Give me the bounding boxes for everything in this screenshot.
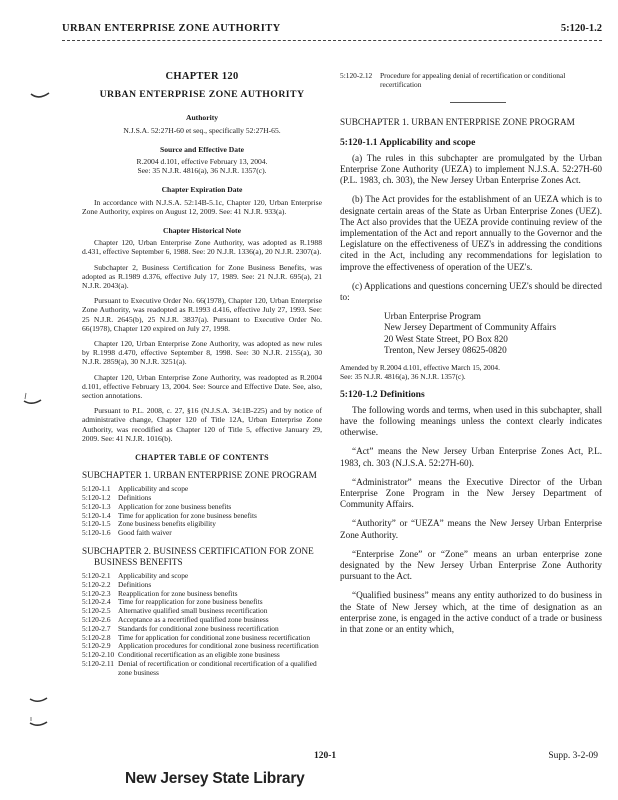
- paragraph-b: (b) The Act provides for the establishment of an UEZA which is to designate certain areas of the State as Urban Enterprise Zones (UEZ). The Act also provides that the UEZA provide continuing review of the implementation of the Act and report annually to the Governor and the Legislature on the effectiveness of UEZ's in addressing the conditions cited in the Act, including any recommendations for legislation to improve the effectiveness of operation of the UEZ's.: [340, 194, 602, 272]
- toc-item: 5:120-2.10 Conditional recertification as an eligible zone business: [82, 650, 280, 660]
- header-code: 5:120-1.2: [560, 23, 602, 34]
- toc-item: 5:120-2.5 Alternative qualified small business recertification: [82, 606, 268, 616]
- address-line: Urban Enterprise Program: [384, 311, 481, 322]
- section-divider: [450, 102, 506, 103]
- toc-heading: CHAPTER TABLE OF CONTENTS: [135, 453, 269, 463]
- page-number: 120-1: [314, 751, 337, 761]
- toc-item: 5:120-2.4 Time for reapplication for zone business benefits: [82, 597, 263, 607]
- supplement-date: Supp. 3-2-09: [548, 751, 598, 761]
- address-line: 20 West State Street, PO Box 820: [384, 333, 508, 344]
- toc-item: 5:120-1.6 Good faith waiver: [82, 528, 172, 538]
- authority-heading: Authority: [185, 113, 219, 123]
- toc-item: 5:120-1.5 Zone business benefits eligibility: [82, 519, 216, 529]
- subchapter-heading: SUBCHAPTER 1. URBAN ENTERPRISE ZONE PROGRAM: [340, 116, 575, 127]
- history-note: Pursuant to P.L. 2008, c. 27, §16 (N.J.S.A. 34:1B-225) and by notice of administrative change, Chapter 120 of Title 12A, Urban Enterprise Zone Authority, was recodified as Chapter 120 of Title 5, effective January 29, 2009. See: 41 N.J.R. 1016(b).: [82, 406, 322, 443]
- left-column: [82, 72, 322, 684]
- section-heading-1-2: 5:120-1.2 Definitions: [340, 388, 425, 400]
- definition: “Enterprise Zone” or “Zone” means an urban enterprise zone designated by the New Jersey Urban Enterprise Zone Authority pursuant to the Act.: [340, 548, 602, 582]
- source-heading: Source and Effective Date: [159, 144, 244, 154]
- definition: “Authority” or “UEZA” means the New Jersey Urban Enterprise Zone Authority.: [340, 518, 602, 540]
- source-line-2: See: 35 N.J.R. 4816(a), 36 N.J.R. 1357(c).: [137, 166, 267, 176]
- toc-continued: [340, 72, 602, 90]
- history-note: Pursuant to Executive Order No. 66(1978), Chapter 120, Urban Enterprise Zone Authority, was readopted as R.1993 d.416, effective July 27, 1993. See: 25 N.J.R. 2645(b), 25 N.J.R. 3837(a). Pursuant to Executive Order No. 66(1978), Chapter 120 expired on July 27, 1998.: [82, 296, 322, 333]
- library-stamp: New Jersey State Library: [125, 770, 305, 787]
- section-heading-1-1: 5:120-1.1 Applicability and scope: [340, 136, 476, 148]
- margin-mark-icon: [30, 92, 50, 100]
- chapter-number: CHAPTER 120: [165, 71, 239, 82]
- definition: “Administrator” means the Executive Director of the Urban Enterprise Zone Program in the New Jersey Department of Community Affairs.: [340, 476, 602, 510]
- history-note: Subchapter 2, Business Certification for Zone Business Benefits, was adopted as R.1989 d.376, effective July 17, 1989. See: 21 N.J.R. 695(a), 21 N.J.R. 2043(a).: [82, 262, 322, 291]
- toc-item: 5:120-2.7 Standards for conditional zone business recertification: [82, 623, 279, 633]
- history-note: Chapter 120, Urban Enterprise Zone Authority, was adopted as R.1988 d.431, effective September 6, 1988. See: 20 N.J.R. 1336(a), 20 N.J.R. 2307(a).: [82, 238, 322, 257]
- margin-mark-icon: [22, 392, 42, 406]
- expiration-heading: Chapter Expiration Date: [161, 185, 243, 195]
- header-title: URBAN ENTERPRISE ZONE AUTHORITY: [62, 23, 281, 34]
- toc-subchapter-1: SUBCHAPTER 1. URBAN ENTERPRISE ZONE PROGRAM: [82, 470, 317, 481]
- toc-item: 5:120-2.1 Applicability and scope: [82, 571, 189, 581]
- toc-item: 5:120-1.2 Definitions: [82, 493, 152, 503]
- source-line-1: R.2004 d.101, effective February 13, 2004.: [136, 157, 268, 167]
- toc-item: 5:120-2.6 Acceptance as a recertified qualified zone business: [82, 615, 269, 625]
- toc-item: 5:120-1.3 Application for zone business benefits: [82, 501, 232, 511]
- paragraph-c: (c) Applications and questions concerning UEZ's should be directed to:: [340, 280, 602, 303]
- toc-list: [82, 572, 322, 678]
- margin-mark-icon: [28, 696, 48, 708]
- running-header: [62, 23, 602, 39]
- amendment-line: Amended by R.2004 d.101, effective March 15, 2004.: [340, 363, 500, 373]
- history-note: Chapter 120, Urban Enterprise Zone Authority, was adopted as new rules by R.1998 d.470, effective September 8, 1998. See: 30 N.J.R. 2155(a), 30 N.J.R. 2859(a), 30 N.J.R. 3251(a).: [82, 339, 322, 367]
- toc-item: 5:120-1.4 Time for application for zone business benefits: [82, 510, 257, 520]
- page-footer: [0, 751, 618, 765]
- toc-item: 5:120-2.3 Reapplication for zone business benefits: [82, 588, 238, 598]
- toc-item: 5:120-2.2 Definitions: [82, 579, 152, 589]
- definition: “Qualified business” means any entity authorized to do business in the State of New Jersey which, at the time of designation as an enterprise zone, is engaged in the active conduct of a trade or business in that zone or an entity which,: [340, 590, 602, 635]
- toc-item: 5:120-2.12 Procedure for appealing denial of recertification or conditional recertification: [340, 71, 566, 89]
- paragraph-a: (a) The rules in this subchapter are promulgated by the Urban Enterprise Zone Authority (UEZA) to implement N.J.S.A. 52:27H-60 (P.L. 1983, ch. 303), the New Jersey Urban Enterprise Zones Act.: [340, 152, 602, 186]
- header-rule: [62, 40, 602, 41]
- chapter-name: URBAN ENTERPRISE ZONE AUTHORITY: [99, 89, 305, 101]
- toc-subchapter-2: SUBCHAPTER 2. BUSINESS CERTIFICATION FOR ZONE: [82, 546, 314, 557]
- address-line: New Jersey Department of Community Affairs: [384, 322, 557, 333]
- toc-item: 5:120-2.11 Denial of recertification or conditional recertification of a qualified zone business: [82, 659, 317, 677]
- expiration-text: In accordance with N.J.S.A. 52:14B-5.1c, Chapter 120, Urban Enterprise Zone Authority, expires on August 12, 2009. See: 41 N.J.R. 933(a).: [82, 197, 322, 216]
- amendment-line: See: 35 N.J.R. 4816(a), 36 N.J.R. 1357(c).: [340, 371, 466, 381]
- toc-item: 5:120-2.8 Time for application for conditional zone business recertification: [82, 632, 311, 642]
- toc-list: [82, 485, 322, 538]
- address-block: [340, 311, 602, 356]
- definition: “Act” means the New Jersey Urban Enterprise Zones Act, P.L. 1983, ch. 303 (N.J.S.A. 52:27H-60).: [340, 446, 602, 468]
- right-column: [340, 72, 602, 643]
- definitions-intro: The following words and terms, when used in this subchapter, shall have the following meanings unless the context clearly indicates otherwise.: [340, 404, 602, 438]
- toc-item: 5:120-2.9 Application procedures for conditional zone business recertification: [82, 641, 319, 651]
- authority-text: N.J.S.A. 52:27H-60 et seq., specifically 52:27H-65.: [123, 125, 281, 135]
- margin-mark-icon: [28, 716, 48, 728]
- toc-subchapter-2-cont: BUSINESS BENEFITS: [94, 557, 183, 568]
- address-line: Trenton, New Jersey 08625-0820: [384, 344, 507, 355]
- history-note: Chapter 120, Urban Enterprise Zone Authority, was readopted as R.2004 d.101, effective February 13, 2004. See: Source and Effective Date. See, also, section annotations.: [82, 372, 322, 401]
- history-heading: Chapter Historical Note: [163, 226, 241, 236]
- toc-item: 5:120-1.1 Applicability and scope: [82, 484, 189, 494]
- amendment-note: [340, 364, 602, 382]
